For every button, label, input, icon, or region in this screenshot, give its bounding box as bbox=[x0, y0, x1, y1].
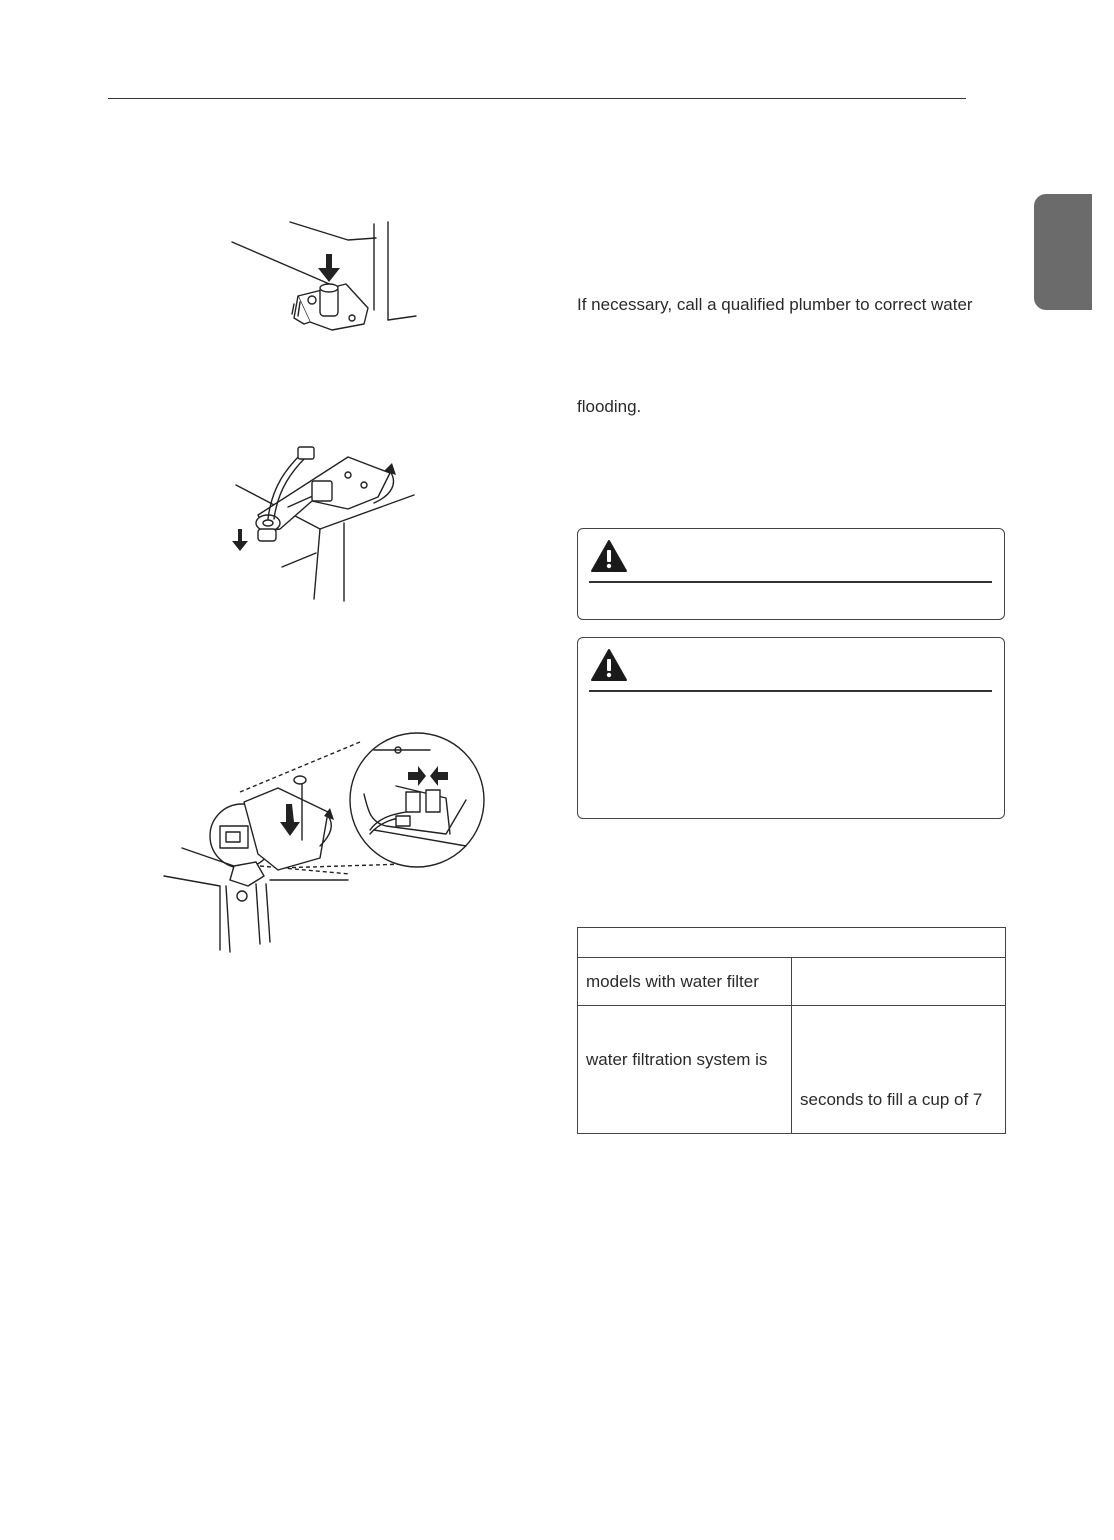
language-side-tab bbox=[1034, 194, 1092, 310]
table-cell: water filtration system is bbox=[578, 1006, 792, 1134]
paragraph-line: flooding. bbox=[577, 397, 642, 416]
header-rule bbox=[108, 98, 966, 99]
caution-box-rule bbox=[589, 690, 992, 692]
table-header-cell bbox=[578, 928, 1006, 958]
table-row bbox=[578, 958, 1006, 1006]
table-cell bbox=[792, 958, 1006, 1006]
table-row bbox=[578, 1006, 1006, 1134]
warning-triangle-icon bbox=[590, 648, 628, 682]
hinge-pin-illustration bbox=[228, 218, 428, 340]
table-header-row bbox=[578, 928, 1006, 958]
warning-triangle-icon bbox=[590, 539, 628, 573]
hinge-bracket-illustration bbox=[228, 445, 428, 605]
warning-box bbox=[577, 528, 1005, 620]
caution-box bbox=[577, 637, 1005, 819]
warning-box-rule bbox=[589, 581, 992, 583]
paragraph-line: If necessary, call a qualified plumber to correct water bbox=[577, 295, 973, 314]
table-cell: models with water filter bbox=[578, 958, 792, 1006]
table-cell: seconds to fill a cup of 7 bbox=[792, 1006, 1006, 1134]
hinge-cover-wiring-illustration bbox=[160, 730, 490, 956]
water-filter-spec-table bbox=[577, 927, 1006, 1134]
